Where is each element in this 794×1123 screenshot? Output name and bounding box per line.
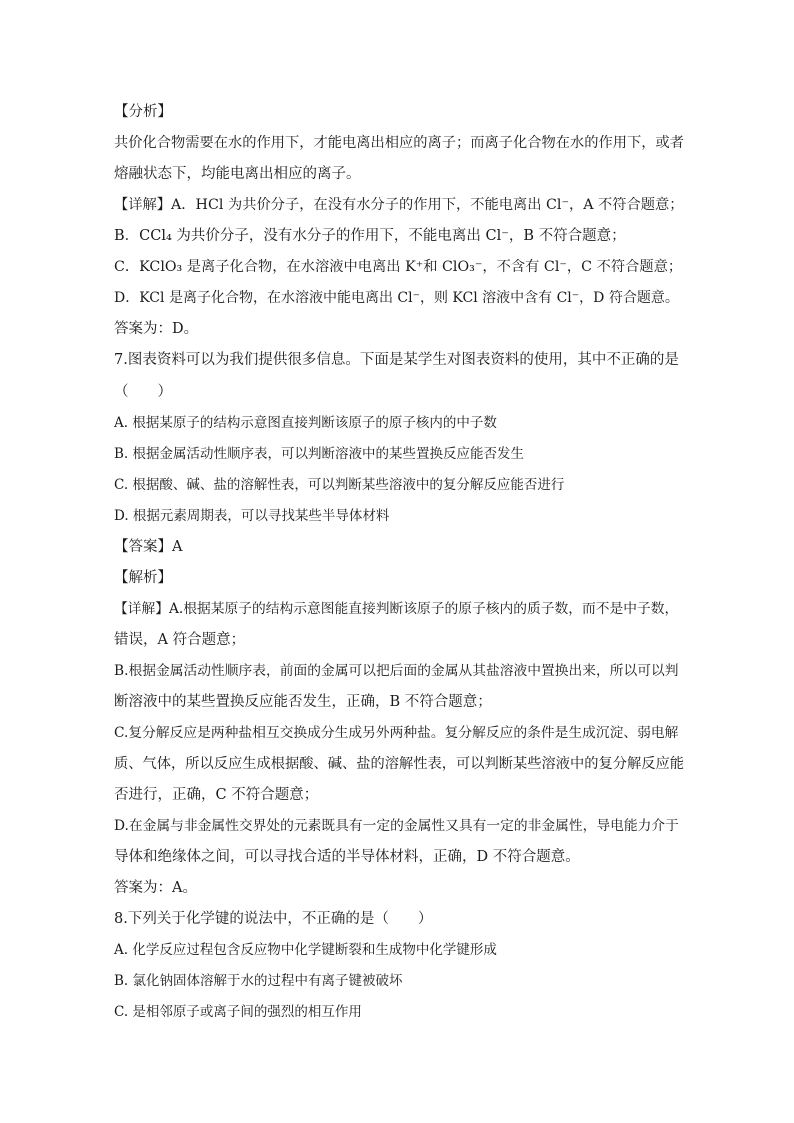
section-heading-analysis: 【分析】 <box>114 104 172 120</box>
paragraph-line: 【详解】A.根据某原子的结构示意图能直接判断该原子的原子核内的质子数，而不是中子数， <box>114 601 679 617</box>
paragraph-line: 熔融状态下，均能电离出相应的离子。 <box>114 166 361 182</box>
paragraph-line: D．KCl 是离子化合物，在水溶液中能电离出 Cl⁻，则 KCl 溶液中含有 Cl⁻，D 符合题意。 <box>114 290 679 306</box>
answer-heading: 【答案】A <box>114 539 183 555</box>
paragraph-line: 断溶液中的某些置换反应能否发生，正确，B 不符合题意； <box>114 694 492 710</box>
paragraph-line: D.在金属与非金属性交界处的元素既具有一定的金属性又具有一定的非金属性，导电能力介于 <box>114 818 679 834</box>
answer-line: 答案为：A。 <box>114 880 197 896</box>
question-7-option-c: C. 根据酸、碱、盐的溶解性表，可以判断某些溶液中的复分解反应能否进行 <box>114 477 565 493</box>
analysis-heading: 【解析】 <box>114 570 172 586</box>
question-8-option-b: B. 氯化钠固体溶解于水的过程中有离子键被破坏 <box>114 973 403 989</box>
paragraph-line: 共价化合物需要在水的作用下，才能电离出相应的离子；而离子化合物在水的作用下，或者 <box>114 135 685 151</box>
question-7-blank: （ ） <box>114 384 172 400</box>
paragraph-line: 质、气体，所以反应生成根据酸、碱、盐的溶解性表，可以判断某些溶液中的复分解反应能 <box>114 756 685 772</box>
paragraph-line: 导体和绝缘体之间，可以寻找合适的半导体材料，正确，D 不符合题意。 <box>114 849 580 865</box>
paragraph-line: B.根据金属活动性顺序表，前面的金属可以把后面的金属从其盐溶液中置换出来，所以可以判 <box>114 663 679 679</box>
paragraph-line: 【详解】A．HCl 为共价分子，在没有水分子的作用下，不能电离出 Cl⁻，A 不符合题意； <box>114 197 684 213</box>
answer-line: 答案为：D。 <box>114 321 199 337</box>
question-8-option-a: A. 化学反应过程包含反应物中化学键断裂和生成物中化学键形成 <box>114 942 497 958</box>
question-8-option-c: C. 是相邻原子或离子间的强烈的相互作用 <box>114 1004 362 1020</box>
paragraph-line: C．KClO₃ 是离子化合物，在水溶液中电离出 K⁺和 ClO₃⁻，不含有 Cl⁻，C 不符合题意； <box>114 259 683 275</box>
question-7-stem: 7.图表资料可以为我们提供很多信息。下面是某学生对图表资料的使用，其中不正确的是 <box>114 352 679 368</box>
paragraph-line: 否进行，正确，C 不符合题意； <box>114 787 319 803</box>
paragraph-line: 错误，A 符合题意； <box>114 632 246 648</box>
question-7-option-a: A. 根据某原子的结构示意图直接判断该原子的原子核内的中子数 <box>114 415 497 431</box>
paragraph-line: C.复分解反应是两种盐相互交换成分生成另外两种盐。复分解反应的条件是生成沉淀、弱电解 <box>114 725 679 741</box>
paragraph-line: B．CCl₄ 为共价分子，没有水分子的作用下，不能电离出 Cl⁻，B 不符合题意； <box>114 228 626 244</box>
question-8-stem: 8.下列关于化学键的说法中，不正确的是（ ） <box>114 911 433 927</box>
question-7-option-d: D. 根据元素周期表，可以寻找某些半导体材料 <box>114 508 390 524</box>
question-7-option-b: B. 根据金属活动性顺序表，可以判断溶液中的某些置换反应能否发生 <box>114 446 525 462</box>
